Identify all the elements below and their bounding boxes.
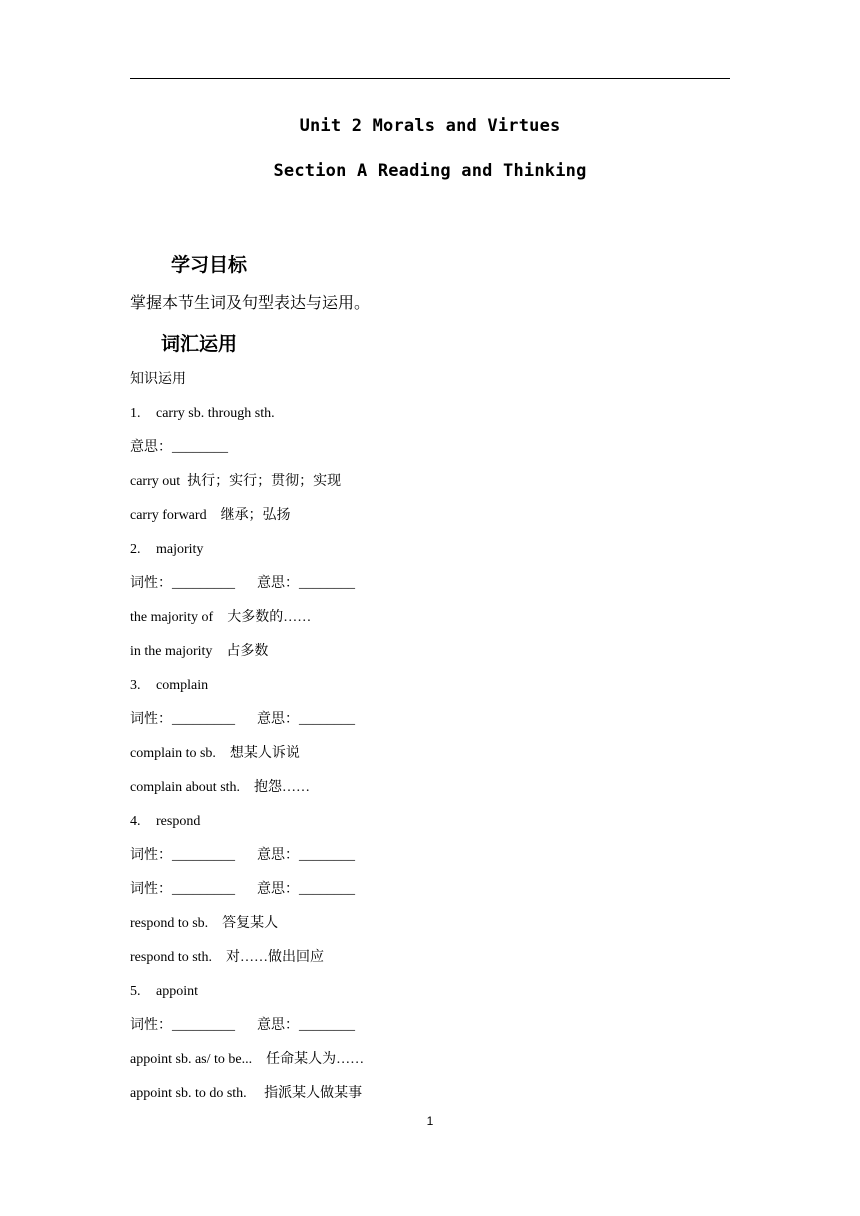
vocab-text: complain to sb. 想某人诉说	[130, 746, 300, 761]
answer-blank[interactable]: ________	[299, 882, 355, 897]
vocab-text: carry sb. through sth.	[156, 406, 275, 421]
vocab-line	[130, 813, 730, 847]
vocab-text: appoint sb. to do sth. 指派某人做某事	[130, 1086, 363, 1101]
vocab-line	[130, 677, 730, 711]
vocab-text: in the majority 占多数	[130, 644, 269, 659]
answer-blank[interactable]: ________	[299, 1018, 355, 1033]
vocab-line	[130, 473, 730, 507]
answer-blank[interactable]: _________	[172, 712, 235, 727]
document-title: Unit 2 Morals and Virtues	[299, 116, 561, 136]
vocab-heading: 词汇运用	[161, 333, 238, 355]
vocab-text: appoint sb. as/ to be... 任命某人为……	[130, 1052, 365, 1067]
field-label: 意思：	[257, 882, 299, 897]
field-label: 意思：	[257, 848, 299, 863]
item-number: 3.	[130, 678, 141, 693]
goals-heading: 学习目标	[171, 254, 248, 276]
vocab-line	[130, 575, 730, 609]
vocab-line	[130, 1051, 730, 1085]
field-label: 词性：	[130, 576, 172, 591]
goals-text: 掌握本节生词及句型表达与运用。	[130, 295, 371, 312]
vocab-list	[130, 371, 730, 1119]
field-label: 意思：	[257, 576, 299, 591]
answer-blank[interactable]: _________	[172, 882, 235, 897]
answer-blank[interactable]: ________	[299, 848, 355, 863]
vocab-text: complain about sth. 抱怨……	[130, 780, 311, 795]
vocab-line	[130, 1017, 730, 1051]
vocab-line	[130, 507, 730, 541]
vocab-line	[130, 643, 730, 677]
header-rule	[130, 78, 730, 79]
document-subtitle: Section A Reading and Thinking	[273, 161, 587, 181]
vocab-line	[130, 609, 730, 643]
item-number: 4.	[130, 814, 141, 829]
vocab-line	[130, 439, 730, 473]
vocab-line	[130, 881, 730, 915]
vocab-text: the majority of 大多数的……	[130, 610, 312, 625]
field-label: 词性：	[130, 882, 172, 897]
vocab-line	[130, 779, 730, 813]
vocab-line	[130, 847, 730, 881]
vocab-intro: 知识运用	[130, 372, 186, 387]
item-number: 1.	[130, 406, 141, 421]
vocab-line	[130, 541, 730, 575]
vocab-line	[130, 405, 730, 439]
vocab-line	[130, 711, 730, 745]
answer-blank[interactable]: _________	[172, 848, 235, 863]
vocab-line	[130, 915, 730, 949]
field-label: 词性：	[130, 848, 172, 863]
field-label: 意思：	[130, 440, 172, 455]
field-label: 词性：	[130, 1018, 172, 1033]
vocab-text: carry out 执行；实行；贯彻；实现	[130, 474, 342, 489]
vocab-text: respond to sth. 对……做出回应	[130, 950, 325, 965]
vocab-line	[130, 949, 730, 983]
answer-blank[interactable]: _________	[172, 576, 235, 591]
vocab-line	[130, 745, 730, 779]
vocab-text: appoint	[156, 984, 198, 999]
vocab-text: majority	[156, 542, 204, 557]
page-number: 1	[426, 1114, 434, 1128]
answer-blank[interactable]: ________	[172, 440, 228, 455]
field-label: 意思：	[257, 1018, 299, 1033]
answer-blank[interactable]: ________	[299, 712, 355, 727]
vocab-text: complain	[156, 678, 209, 693]
item-number: 5.	[130, 984, 141, 999]
vocab-text: respond	[156, 814, 201, 829]
answer-blank[interactable]: ________	[299, 576, 355, 591]
vocab-line	[130, 983, 730, 1017]
answer-blank[interactable]: _________	[172, 1018, 235, 1033]
vocab-text: respond to sb. 答复某人	[130, 916, 279, 931]
item-number: 2.	[130, 542, 141, 557]
field-label: 意思：	[257, 712, 299, 727]
field-label: 词性：	[130, 712, 172, 727]
vocab-text: carry forward 继承；弘扬	[130, 508, 291, 523]
